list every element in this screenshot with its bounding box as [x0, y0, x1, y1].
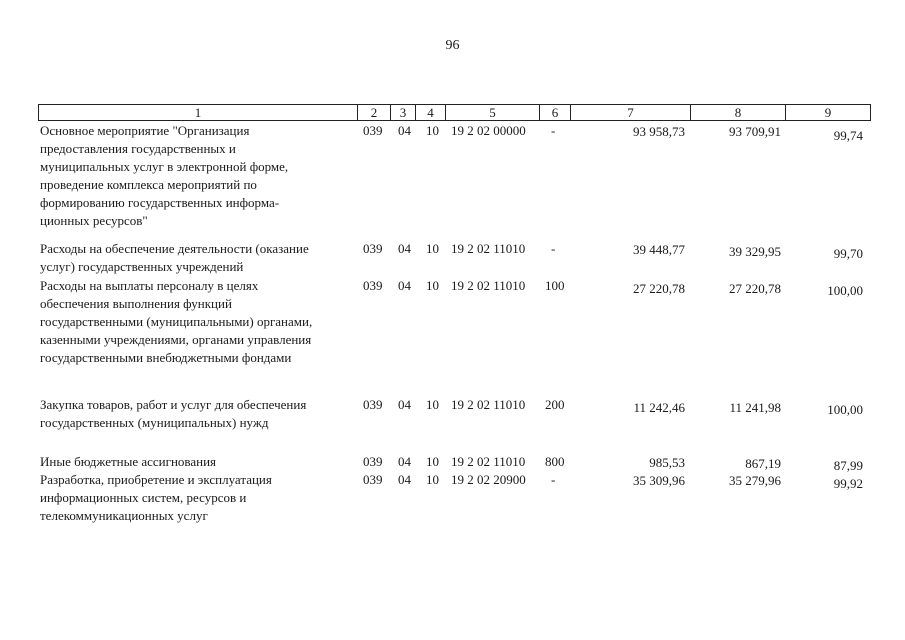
description-line: Закупка товаров, работ и услуг для обеспечения	[40, 397, 307, 412]
cell-col-8: 867,19	[745, 456, 781, 471]
cell-subsection: 10	[426, 397, 439, 412]
cell-col-8: 93 709,91	[729, 124, 781, 139]
description-line: предоставления государственных и	[40, 141, 236, 156]
description-line: услуг) государственных учреждений	[40, 259, 244, 274]
cell-target-code: 19 2 02 11010	[451, 241, 526, 256]
cell-ministry-code: 039	[363, 472, 383, 487]
header-col-4: 4	[415, 104, 446, 121]
row-description	[40, 122, 358, 230]
cell-expense-type: -	[551, 472, 556, 487]
cell-subsection: 10	[426, 278, 439, 293]
cell-target-code: 19 2 02 20900	[451, 472, 526, 487]
row-description	[40, 453, 358, 471]
cell-col-8: 39 329,95	[729, 244, 781, 259]
cell-col-9: 99,74	[833, 128, 863, 143]
cell-subsection: 10	[426, 241, 439, 256]
description-line: Иные бюджетные ассигнования	[40, 454, 217, 469]
header-col-8: 8	[690, 104, 786, 121]
header-col-9: 9	[785, 104, 871, 121]
cell-subsection: 10	[426, 454, 439, 469]
description-line: информационных систем, ресурсов и	[40, 490, 247, 505]
cell-ministry-code: 039	[363, 278, 383, 293]
cell-section: 04	[398, 241, 411, 256]
cell-col-7: 11 242,46	[633, 400, 685, 415]
cell-ministry-code: 039	[363, 123, 383, 138]
page-number: 96	[445, 38, 460, 53]
cell-expense-type: -	[551, 123, 556, 138]
description-line: Расходы на обеспечение деятельности (оказание	[40, 241, 309, 256]
description-line: государственными (муниципальными) органами,	[40, 314, 313, 329]
header-col-1: 1	[38, 104, 358, 121]
description-line: ционных ресурсов"	[40, 213, 148, 228]
cell-subsection: 10	[426, 472, 439, 487]
cell-col-7: 985,53	[649, 455, 685, 470]
description-line: формированию государственных информа-	[40, 195, 280, 210]
cell-ministry-code: 039	[363, 397, 383, 412]
cell-col-7: 93 958,73	[633, 124, 685, 139]
cell-col-8: 35 279,96	[729, 473, 781, 488]
cell-col-9: 99,70	[833, 246, 863, 261]
cell-ministry-code: 039	[363, 454, 383, 469]
header-col-6: 6	[539, 104, 571, 121]
cell-target-code: 19 2 02 11010	[451, 278, 526, 293]
row-description	[40, 240, 358, 276]
row-description	[40, 471, 358, 525]
header-col-7: 7	[570, 104, 691, 121]
header-col-2: 2	[357, 104, 391, 121]
description-line: казенными учреждениями, органами управления	[40, 332, 312, 347]
cell-expense-type: -	[551, 241, 556, 256]
description-line: обеспечения выполнения функций	[40, 296, 232, 311]
cell-col-8: 11 241,98	[729, 400, 781, 415]
cell-section: 04	[398, 397, 411, 412]
description-line: муниципальных услуг в электронной форме,	[40, 159, 289, 174]
row-description	[40, 277, 358, 367]
description-line: государственных (муниципальных) нужд	[40, 415, 269, 430]
description-line: проведение комплекса мероприятий по	[40, 177, 257, 192]
cell-col-9: 100,00	[827, 283, 863, 298]
cell-target-code: 19 2 02 11010	[451, 397, 526, 412]
cell-col-9: 99,92	[833, 476, 863, 491]
header-col-3: 3	[390, 104, 416, 121]
description-line: Основное мероприятие "Организация	[40, 123, 250, 138]
cell-section: 04	[398, 472, 411, 487]
description-line: телекоммуникационных услуг	[40, 508, 208, 523]
header-col-5: 5	[445, 104, 540, 121]
description-line: Расходы на выплаты персоналу в целях	[40, 278, 259, 293]
cell-section: 04	[398, 278, 411, 293]
cell-target-code: 19 2 02 11010	[451, 454, 526, 469]
cell-col-7: 35 309,96	[633, 473, 685, 488]
cell-col-9: 87,99	[833, 458, 863, 473]
cell-expense-type: 100	[545, 278, 565, 293]
cell-expense-type: 200	[545, 397, 565, 412]
cell-section: 04	[398, 123, 411, 138]
cell-section: 04	[398, 454, 411, 469]
row-description	[40, 396, 358, 432]
cell-target-code: 19 2 02 00000	[451, 123, 526, 138]
cell-col-7: 39 448,77	[633, 242, 685, 257]
description-line: государственными внебюджетными фондами	[40, 350, 292, 365]
cell-col-9: 100,00	[827, 402, 863, 417]
cell-subsection: 10	[426, 123, 439, 138]
cell-expense-type: 800	[545, 454, 565, 469]
cell-ministry-code: 039	[363, 241, 383, 256]
cell-col-7: 27 220,78	[633, 281, 685, 296]
cell-col-8: 27 220,78	[729, 281, 781, 296]
description-line: Разработка, приобретение и эксплуатация	[40, 472, 272, 487]
